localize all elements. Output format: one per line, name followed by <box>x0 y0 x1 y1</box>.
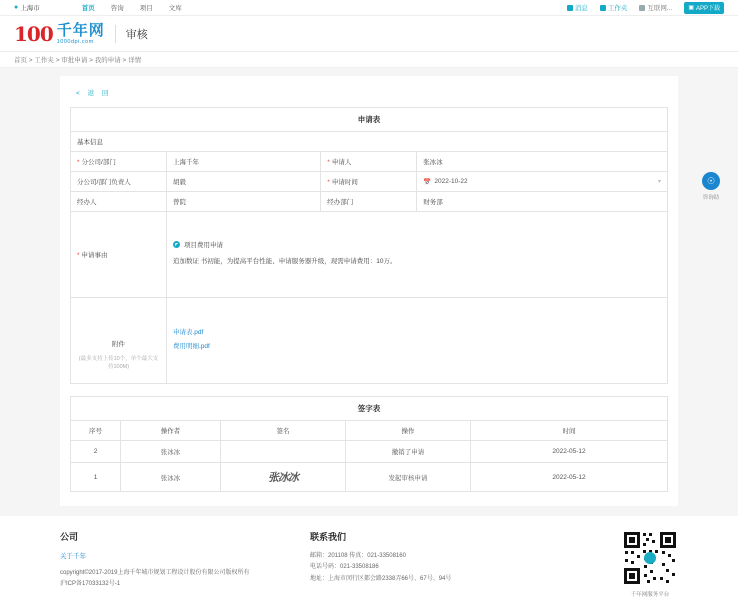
reason-option-label: 项目费用申请 <box>184 242 223 250</box>
field-value-handler: 曾院 <box>167 192 321 212</box>
top-right-actions <box>567 2 724 14</box>
form-row-attachment <box>71 298 668 384</box>
required-mark: * <box>327 179 330 186</box>
signature-title-row <box>71 397 668 421</box>
col-header-sign: 签名 <box>221 421 346 441</box>
footer-qr-column <box>622 530 678 598</box>
cell-no: 2 <box>71 441 121 463</box>
footer-company-heading: 公司 <box>60 532 79 542</box>
workfolder-label: 工作夹 <box>607 5 628 12</box>
logo-text-en: 1000dpi.com <box>56 38 94 45</box>
field-label-reason <box>71 212 167 298</box>
nav-item-library[interactable]: 文库 <box>168 5 182 12</box>
signature-title: 签字表 <box>71 397 668 421</box>
footer-contact-line-1: 邮箱：201108 传真：021-33508160 <box>310 553 406 559</box>
form-row-2 <box>71 172 668 192</box>
form-row-3 <box>71 192 668 212</box>
col-header-time: 时间 <box>471 421 668 441</box>
cell-no: 1 <box>71 463 121 492</box>
field-label-attachment <box>71 298 167 384</box>
footer-contact-heading: 联系我们 <box>310 532 347 542</box>
messages-button[interactable] <box>567 3 588 12</box>
footer-contact-line-3: 地址：上海市闵行区都会路2338弄66号、67号、94号 <box>310 575 452 582</box>
signature-table <box>70 396 668 492</box>
required-mark: * <box>327 159 330 166</box>
location-pin-icon: ● <box>14 4 19 11</box>
cell-operator: 张冰冰 <box>121 441 221 463</box>
col-header-action: 操作 <box>346 421 471 441</box>
field-value-applicant: 张冰冰 <box>417 152 668 172</box>
cell-time: 2022-05-12 <box>471 441 668 463</box>
form-row-1 <box>71 152 668 172</box>
signature-header-row <box>71 421 668 441</box>
logo-mark: 100 <box>14 21 53 46</box>
required-mark: * <box>77 159 80 166</box>
table-row <box>71 441 668 463</box>
date-picker[interactable] <box>423 178 661 186</box>
internet-button[interactable] <box>639 3 672 12</box>
label-text: 分公司/部门 <box>81 159 116 166</box>
apply-time-value: 2022-10-22 <box>434 178 468 185</box>
globe-icon <box>639 5 645 11</box>
footer-copyright: copyright©2017-2019上海千年城市规划工程设计股份有限公司版权所有 <box>60 570 250 576</box>
support-float-button[interactable] <box>696 172 726 201</box>
col-header-no: 序号 <box>71 421 121 441</box>
support-float-label: 咨询助 <box>702 195 720 201</box>
app-download-label: APP下载 <box>695 6 720 12</box>
site-logo[interactable] <box>14 20 105 46</box>
field-label-branch-manager: 分公司/部门负责人 <box>71 172 167 192</box>
back-link[interactable]: < 返 回 <box>76 90 112 97</box>
qr-caption: 千年网服务平台 <box>630 592 670 598</box>
field-label-apply-time <box>321 172 417 192</box>
field-value-branch: 上海千年 <box>167 152 321 172</box>
section-basic-label: 基本信息 <box>71 132 668 152</box>
attachment-list <box>167 298 668 384</box>
site-header <box>0 16 738 52</box>
city-label: 上海市 <box>20 5 40 12</box>
nav-item-home[interactable]: 首页 <box>81 5 95 12</box>
page-title: 审核 <box>125 28 148 41</box>
calendar-icon: 📅 <box>423 178 432 186</box>
header-divider <box>115 25 116 43</box>
footer-contact-column <box>310 530 540 598</box>
mobile-icon: ▣ <box>688 5 694 11</box>
field-value-apply-time[interactable] <box>417 172 668 192</box>
nav-item-project[interactable]: 项目 <box>139 5 153 12</box>
footer-company-column <box>60 530 310 598</box>
folder-icon <box>600 5 606 11</box>
content-area <box>0 68 738 506</box>
chevron-down-icon: ▾ <box>657 179 661 185</box>
attachment-file-2[interactable]: 费用明细.pdf <box>173 342 210 350</box>
form-row-reason <box>71 212 668 298</box>
field-value-branch-manager: 胡毅 <box>167 172 321 192</box>
reason-option-row[interactable] <box>173 240 661 249</box>
required-mark: * <box>77 252 80 259</box>
internet-label: 互联网... <box>647 5 673 12</box>
nav-item-consult[interactable]: 咨询 <box>110 5 124 12</box>
headset-icon: ☉ <box>702 172 720 190</box>
top-nav <box>82 3 182 12</box>
field-value-handling-dept: 财务部 <box>417 192 668 212</box>
form-title-row <box>71 108 668 132</box>
footer-icp[interactable]: 沪ICP备17033132号-1 <box>60 581 121 588</box>
top-bar <box>0 0 738 16</box>
label-text: 申请时间 <box>331 179 358 186</box>
cell-operator: 张冰冰 <box>121 463 221 492</box>
attachment-hint: (最多支持上传10个，单个最大支持100M) <box>78 356 159 370</box>
field-label-handling-dept: 经办部门 <box>321 192 417 212</box>
reason-text: 追加数证 书初能，为提高平台性能、申请服务器升级，现需申请费用：10万。 <box>173 258 397 266</box>
radio-selected-icon <box>173 241 180 248</box>
qr-code-icon <box>622 530 678 586</box>
message-icon <box>567 5 573 11</box>
messages-label: 消息 <box>574 5 588 12</box>
field-label-handler: 经办人 <box>71 192 167 212</box>
footer-contact-line-2: 电话号码：021-33508186 <box>310 564 379 571</box>
detail-card <box>60 76 678 506</box>
breadcrumb: 首页 > 工作夹 > 审批申请 > 我的申请 > 详情 <box>0 52 738 68</box>
attachment-label: 附件 <box>112 341 125 348</box>
workfolder-button[interactable] <box>600 3 628 12</box>
field-value-reason <box>167 212 668 298</box>
footer-about-link[interactable]: 关于千年 <box>60 553 86 560</box>
label-text: 申请事由 <box>81 252 108 259</box>
cell-action: 撤销了申请 <box>346 441 471 463</box>
col-header-operator: 操作者 <box>121 421 221 441</box>
section-basic-row <box>71 132 668 152</box>
label-text: 申请人 <box>331 159 352 166</box>
city-selector[interactable] <box>14 3 40 12</box>
field-label-applicant <box>321 152 417 172</box>
form-title: 申请表 <box>71 108 668 132</box>
field-label-branch <box>71 152 167 172</box>
attachment-file-1[interactable]: 申请表.pdf <box>173 328 204 336</box>
cell-action: 发起审核申请 <box>346 463 471 492</box>
cell-signature-image: 张冰冰 <box>221 463 346 492</box>
cell-time: 2022-05-12 <box>471 463 668 492</box>
logo-text-cn: 千年网 <box>56 20 105 39</box>
application-form-table <box>70 107 668 384</box>
table-row <box>71 463 668 492</box>
cell-sign <box>221 441 346 463</box>
app-download-button[interactable] <box>684 2 724 14</box>
site-footer <box>0 516 738 600</box>
